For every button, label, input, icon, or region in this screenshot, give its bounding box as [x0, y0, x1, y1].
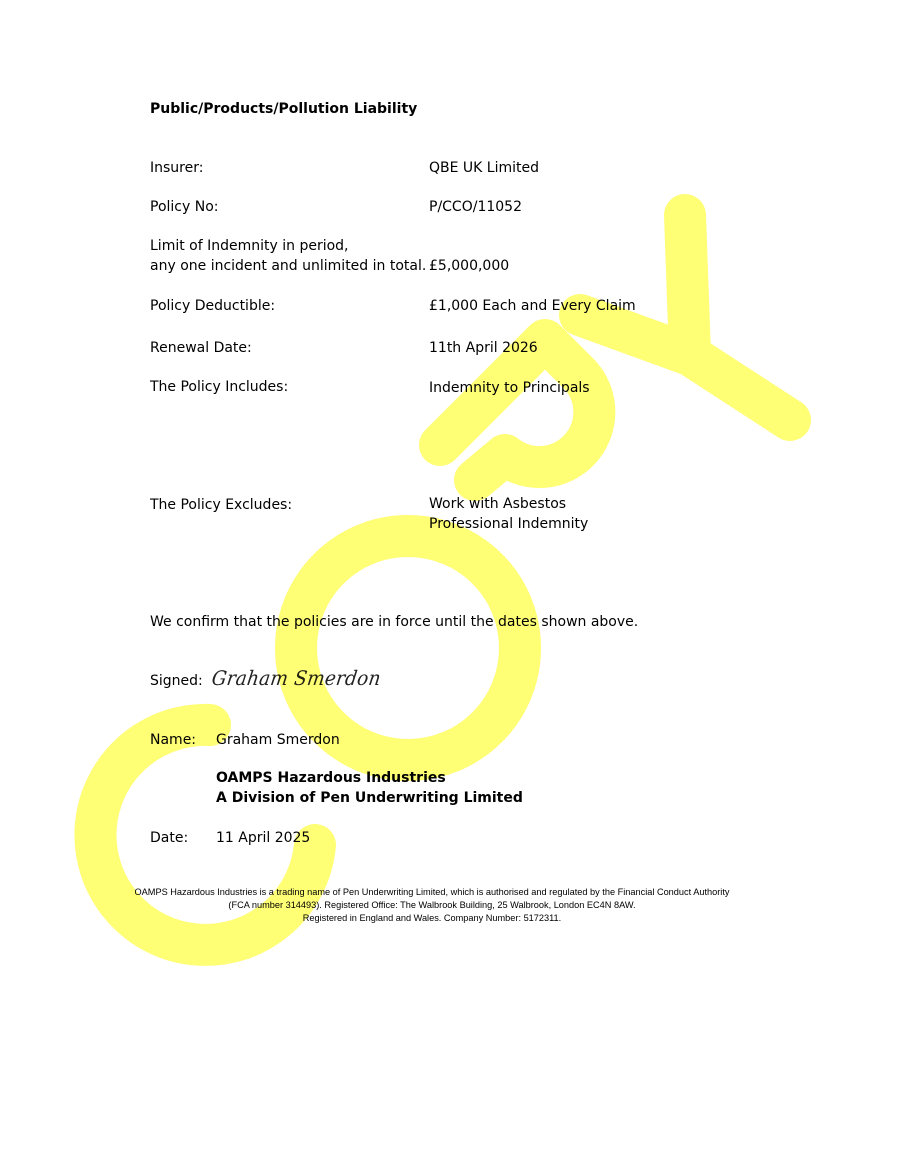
- section-heading: Public/Products/Pollution Liability: [150, 101, 418, 117]
- policy-no-value: P/CCO/11052: [429, 199, 522, 215]
- excludes-label: The Policy Excludes:: [150, 497, 293, 513]
- signed-label: Signed:: [150, 673, 203, 689]
- renewal-date-value: 11th April 2026: [429, 340, 538, 356]
- footer: [0, 886, 864, 925]
- company-name: OAMPS Hazardous Industries: [216, 770, 446, 786]
- limit-label-line1: Limit of Indemnity in period,: [150, 238, 349, 254]
- includes-value: Indemnity to Principals: [429, 380, 590, 396]
- footer-line-1: OAMPS Hazardous Industries is a trading name of Pen Underwriting Limited, which is authorised and regulated by the Financial Conduct Authority: [134, 887, 730, 897]
- name-value: Graham Smerdon: [216, 732, 340, 748]
- excludes-value-line1: Work with Asbestos: [429, 496, 567, 512]
- date-label: Date:: [150, 830, 189, 846]
- footer-line-2: (FCA number 314493). Registered Office: The Walbrook Building, 25 Walbrook, London EC4N 8AW.: [228, 900, 636, 910]
- excludes-value-line2: Professional Indemnity: [429, 516, 589, 532]
- insurer-label: Insurer:: [150, 160, 204, 176]
- footer-line-3: Registered in England and Wales. Company Number: 5172311.: [302, 913, 562, 923]
- renewal-date-label: Renewal Date:: [150, 340, 252, 356]
- limit-value: £5,000,000: [429, 258, 510, 274]
- policy-no-label: Policy No:: [150, 199, 219, 215]
- date-value: 11 April 2025: [216, 830, 311, 846]
- includes-label: The Policy Includes:: [150, 379, 289, 395]
- company-division: A Division of Pen Underwriting Limited: [216, 790, 523, 806]
- insurer-value: QBE UK Limited: [429, 160, 540, 176]
- limit-label-line2: any one incident and unlimited in total.: [150, 258, 427, 274]
- confirmation-text: We confirm that the policies are in force until the dates shown above.: [150, 614, 639, 630]
- deductible-label: Policy Deductible:: [150, 298, 276, 314]
- deductible-value: £1,000 Each and Every Claim: [429, 298, 636, 314]
- signature: Graham Smerdon: [210, 666, 383, 690]
- name-label: Name:: [150, 732, 197, 748]
